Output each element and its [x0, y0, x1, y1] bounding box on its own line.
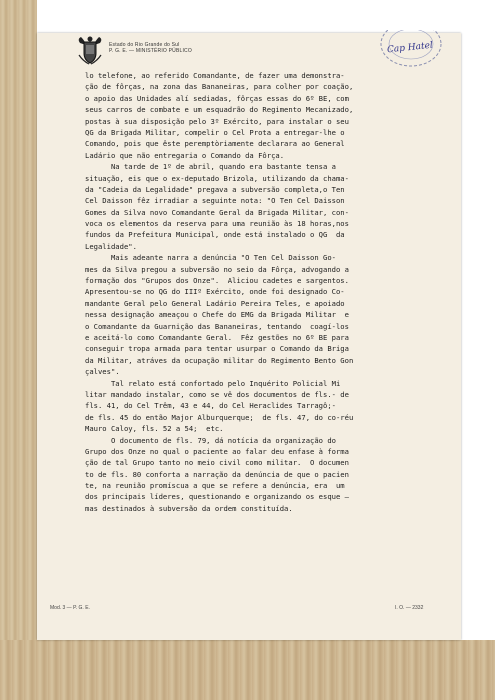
wood-background-left — [0, 0, 37, 700]
text-line: O documento de fls. 79, dá notícia da organização do — [85, 435, 336, 445]
text-line: mas destinados à subversão da ordem constituída. — [85, 503, 293, 513]
text-line: Apresentou-se no QG do IIIº Exército, onde foi designado Co- — [85, 287, 345, 297]
text-line: da "Cadeia da Legalidade" pregava a subversão completa,o Ten — [85, 184, 345, 194]
document-body — [85, 70, 445, 514]
print-reference: I. O. — 2332 — [395, 605, 424, 611]
text-line: QG da Brigada Militar, compelir o Cel Prota a entregar-lhe o — [85, 127, 345, 137]
text-line: Comando, pois que êste peremptòriamente declarara ao General — [85, 139, 345, 149]
text-line: seus carros de combate e um esquadrão do Regimento Mecanizado, — [85, 105, 354, 115]
text-line: to de fls. 80 conforta a narração da denúncia de que o pacien — [85, 469, 349, 479]
text-line: mandante Geral pelo General Ladário Pereira Teles, e apoiado — [85, 298, 345, 308]
text-line: o apoio das Unidades alí sediadas, fôrças essas do 6º BE, com — [85, 93, 349, 103]
text-line: Tal relato está confortado pelo Inquérito Policial Mi — [85, 378, 341, 388]
letterhead — [109, 42, 192, 54]
text-line: voca os elementos da reserva para uma reunião às 18 horas,nos — [85, 219, 349, 229]
text-line: ção de tal Grupo tanto no meio civil como militar. O documen — [85, 458, 349, 468]
text-line: mes da Silva pregou a subversão no seio da Fôrça, advogando a — [85, 264, 349, 274]
text-line: Grupo dos Onze no qual o paciente ao falar deu enfase à forma — [85, 446, 349, 456]
text-line: Legalidade". — [85, 241, 137, 251]
text-line: Mauro Caloy, fls. 52 a 54; etc. — [85, 424, 224, 434]
text-line: çalves". — [85, 367, 120, 377]
text-line: da Militar, atráves da ocupação militar do Regimento Bento Gon — [85, 355, 354, 365]
handwritten-signature: Cap Hatel — [386, 40, 434, 56]
coat-of-arms-icon — [77, 35, 103, 65]
wood-background-bottom — [0, 640, 495, 700]
text-line: Ladário que não entregaria o Comando da Fôrça. — [85, 150, 285, 160]
text-line: o Comandante da Guarnição das Bananeiras, tentando coagí-los — [85, 321, 349, 331]
text-line: te, na reunião promíscua a que se refere a denúncia, era um — [85, 481, 345, 491]
text-line: postas à sua disposição pelo 3º Exército, para instalar o seu — [85, 116, 349, 126]
text-line: situação, eis que o ex-deputado Brizola, utilizando da chama- — [85, 173, 349, 183]
text-line: lo telefone, ao referido Comandante, de fazer uma demonstra- — [85, 71, 345, 80]
text-line: ção de fôrças, na zona das Bananeiras, para colher por coação, — [85, 82, 354, 92]
text-line: Cel Daisson fêz irradiar a seguinte nota: "O Ten Cel Daisson — [85, 196, 345, 206]
form-model-number: Mod. 3 — P. G. E. — [50, 605, 90, 611]
text-line: e aceitá-lo como Comandante Geral. Fêz gestões no 6º BE para — [85, 332, 349, 342]
letterhead-office: P. G. E. — MINISTÉRIO PÚBLICO — [109, 48, 192, 54]
text-line: Mais adeante narra a denúncia "O Ten Cel Daisson Go- — [85, 253, 336, 263]
document-page — [37, 33, 461, 640]
text-line: de fls. 45 do então Major Alburquerque; de fls. 47, do co-réu — [85, 412, 354, 422]
text-line: Gomes da Silva novo Comandante Geral da Brigada Militar, con- — [85, 207, 349, 217]
text-line: litar mandado instalar, como se vê dos documentos de fls.- de — [85, 389, 349, 399]
text-line: formação dos "Grupos dos Onze". Aliciou cadetes e sargentos. — [85, 276, 349, 286]
text-line: dos principais líderes, questionando e organizando os esque — — [85, 492, 349, 502]
text-line: fls. 41, do Cel Trêm, 43 e 44, do Cel Heraclides Tarragô;- — [85, 401, 336, 411]
text-line: fundos da Prefeitura Municipal, onde está instalado o QG da — [85, 230, 345, 240]
text-line: nessa designação ameaçou o Chefe do EMG da Brigada Militar e — [85, 310, 349, 320]
text-line: Na tarde de 1º de abril, quando era bastante tensa a — [85, 162, 336, 172]
text-line: conseguir tropa armada para tentar usurpar o Comando da Briga — [85, 344, 349, 354]
letterhead-state: Estado do Rio Grande do Sul — [109, 42, 180, 48]
